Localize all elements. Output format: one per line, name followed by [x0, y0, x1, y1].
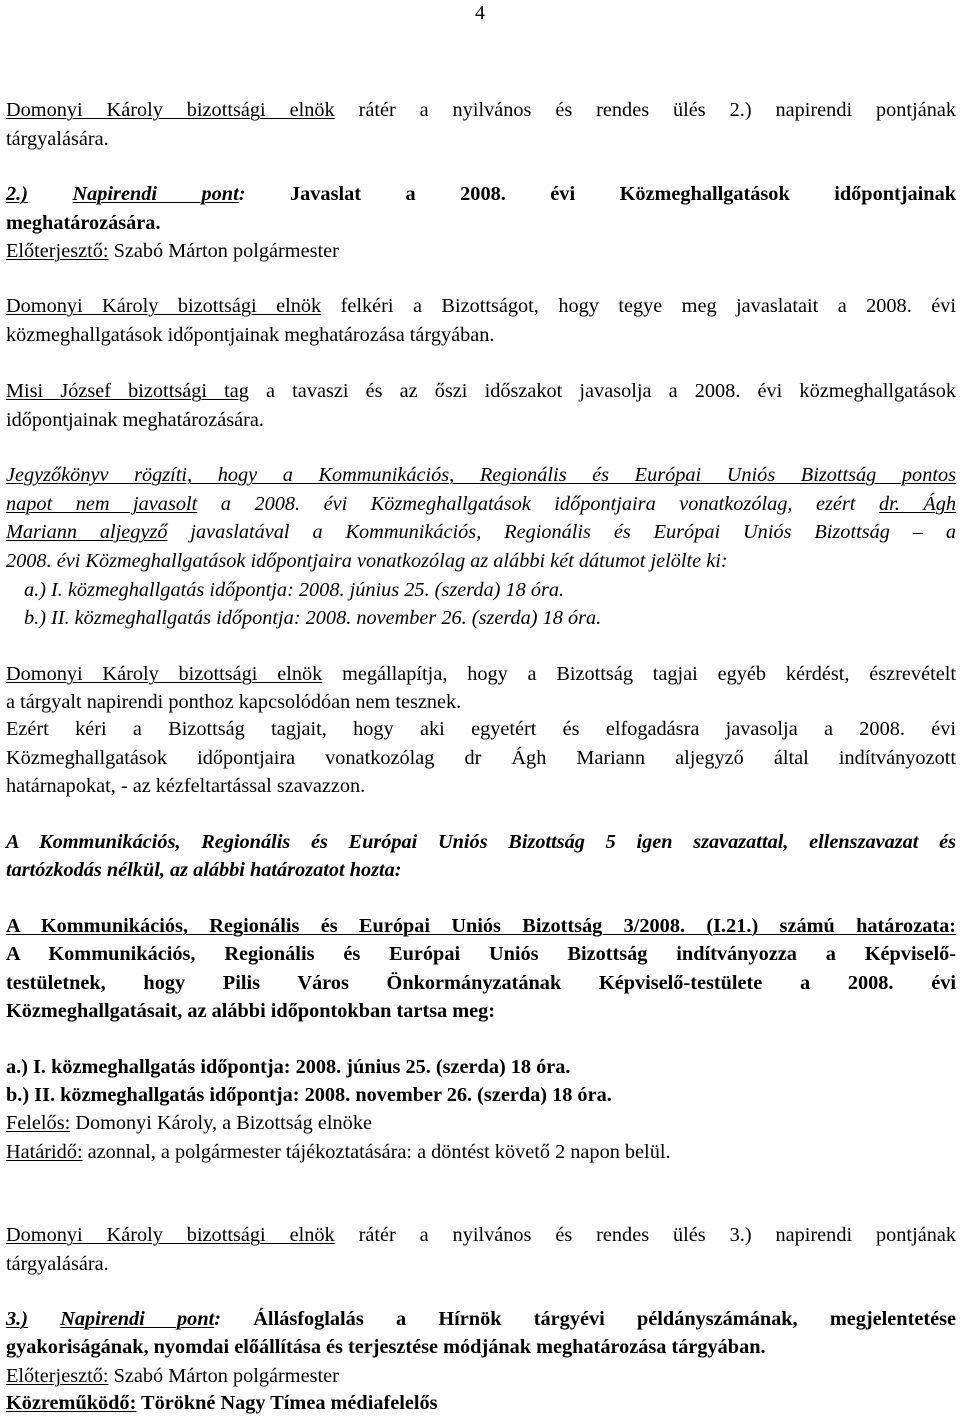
chair-vote-line-5: határnapokat, - az kézfeltartással szavazzon.	[6, 775, 366, 797]
minutes-date-a: a.) I. közmeghallgatás időpontja: 2008. június 25. (szerda) 18 óra.	[24, 579, 565, 601]
resolution-date-a: a.) I. közmeghallgatás időpontja: 2008. június 25. (szerda) 18 óra.	[6, 1056, 571, 1078]
resolution-line-3: Közmeghallgatásait, az alábbi időpontokban tartsa meg:	[6, 1000, 496, 1022]
agenda-item-2-line-1: 2.) Napirendi pont: Javaslat a 2008. évi Közmeghallgatások időpontjainak	[6, 183, 956, 205]
vote-result-line-2: tartózkodás nélkül, az alábbi határozatot hozta:	[6, 859, 402, 881]
member-proposal-line-1: Misi József bizottsági tag a tavaszi és az őszi időszakot javasolja a 2008. évi közmeghallgatások	[6, 380, 956, 402]
chair-intro-3-line-2: tárgyalására.	[6, 1253, 109, 1275]
resolution-responsible: Felelős: Domonyi Károly, a Bizottság elnöke	[6, 1112, 372, 1134]
vote-result-line-1: A Kommunikációs, Regionális és Európai Uniós Bizottság 5 igen szavazattal, ellenszavazat és	[6, 831, 956, 853]
agenda-item-3-presenter: Előterjesztő: Szabó Márton polgármester	[6, 1365, 339, 1387]
resolution-date-b: b.) II. közmeghallgatás időpontja: 2008. november 26. (szerda) 18 óra.	[6, 1084, 612, 1106]
chair-intro-3-line-1: Domonyi Károly bizottsági elnök rátér a nyilvános és rendes ülés 3.) napirendi pontjának	[6, 1224, 956, 1246]
minutes-note-line-3: Mariann aljegyző javaslatával a Kommunikációs, Regionális és Európai Uniós Bizottság – a	[6, 521, 956, 543]
chair-intro-line-2: tárgyalására.	[6, 128, 109, 150]
chair-name: Domonyi Károly bizottsági elnök	[6, 99, 335, 121]
resolution-title: A Kommunikációs, Regionális és Európai Uniós Bizottság 3/2008. (I.21.) számú határozata:	[6, 915, 956, 937]
chair-vote-line-3: Ezért kéri a Bizottság tagjait, hogy aki egyetért és elfogadásra javasolja a 2008. évi	[6, 718, 956, 740]
agenda-item-3-line-1: 3.) Napirendi pont: Állásfoglalás a Hírnök tárgyévi példányszámának, megjelentetése	[6, 1308, 956, 1330]
member-proposal-line-2: időpontjainak meghatározására.	[6, 409, 264, 431]
agenda-item-3-line-2: gyakoriságának, nyomdai előállítása és terjesztése módjának meghatározása tárgyában.	[6, 1336, 766, 1358]
agenda-label: Napirendi pont	[72, 183, 239, 205]
minutes-note-line-4: 2008. évi Közmeghallgatások időpontjaira vonatkozólag az alábbi két dátumot jelölte ki:	[6, 550, 728, 572]
chair-request-line-1: Domonyi Károly bizottsági elnök felkéri a Bizottságot, hogy tegye meg javaslatait a 2008. évi	[6, 295, 956, 317]
chair-intro-line-1: Domonyi Károly bizottsági elnök rátér a nyilvános és rendes ülés 2.) napirendi pontjának	[6, 99, 956, 121]
agenda-item-3-contributor: Közreműködő: Törökné Nagy Tímea médiafelelős	[6, 1392, 438, 1414]
minutes-note-line-2: napot nem javasolt a 2008. évi Közmeghallgatások időpontjaira vonatkozólag, ezért dr. Ágh	[6, 493, 956, 515]
resolution-line-2: testületnek, hogy Pilis Város Önkormányzatának Képviselő-testülete a 2008. évi	[6, 972, 956, 994]
chair-vote-line-2: a tárgyalt napirendi ponthoz kapcsolódóan nem tesznek.	[6, 691, 462, 713]
minutes-date-b: b.) II. közmeghallgatás időpontja: 2008. november 26. (szerda) 18 óra.	[24, 607, 602, 629]
agenda-item-2-line-2: meghatározására.	[6, 212, 161, 234]
presenter-label: Előterjesztő:	[6, 240, 109, 262]
chair-vote-line-1: Domonyi Károly bizottsági elnök megállapítja, hogy a Bizottság tagjai egyéb kérdést, észrevételt	[6, 663, 956, 685]
resolution-line-1: A Kommunikációs, Regionális és Európai Uniós Bizottság indítványozza a Képviselő-	[6, 943, 956, 965]
minutes-note-line-1: Jegyzőkönyv rögzíti, hogy a Kommunikációs, Regionális és Európai Uniós Bizottság pontos	[6, 464, 956, 486]
page-number: 4	[475, 2, 485, 24]
chair-request-line-2: közmeghallgatások időpontjainak meghatározása tárgyában.	[6, 324, 495, 346]
agenda-item-2-presenter: Előterjesztő: Szabó Márton polgármester	[6, 240, 339, 262]
chair-vote-line-4: Közmeghallgatások időpontjaira vonatkozólag dr Ágh Mariann aljegyző által indítványozott	[6, 747, 956, 769]
resolution-deadline: Határidő: azonnal, a polgármester tájékoztatására: a döntést követő 2 napon belül.	[6, 1141, 671, 1163]
